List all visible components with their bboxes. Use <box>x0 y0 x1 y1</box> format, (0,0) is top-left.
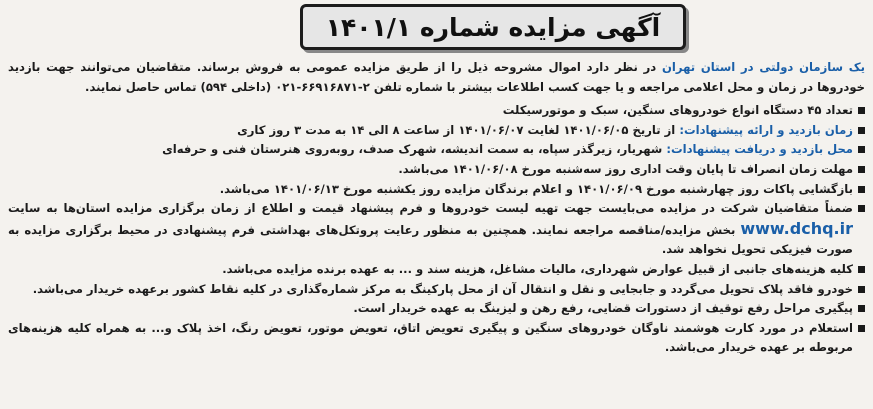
item-text: استعلام در مورد کارت هوشمند ناوگان خودروهای سنگین و پیگیری تعویض اتاق، تعویض موتور، تعویض رنگ، اخذ پلاک و... به همراه کلیه هزینه‌های مربوطه بر عهده خریدار می‌باشد. <box>8 320 853 355</box>
item-text: از تاریخ ۱۴۰۱/۰۶/۰۵ لغایت ۱۴۰۱/۰۶/۰۷ از ساعت ۸ الی ۱۴ به مدت ۳ روز کاری <box>237 122 676 137</box>
intro-text: در نظر دارد اموال مشروحه ذیل را از طریق مزایده عمومی به فروش برساند. متقاضیان می‌توانند جهت بازدید خودروها در زمان و محل اعلامی مراجعه و یا جهت کسب اطلاعات بیشتر با شماره تلفن ۲-۶۶۹۱۶۸۷۱-۰۲۱ (داخلی ۵۹۴) تماس حاصل نمایند. <box>8 60 865 94</box>
list-item <box>8 260 865 280</box>
list-item <box>8 319 865 358</box>
list-item <box>8 160 865 180</box>
website-link[interactable]: www.dchq.ir <box>740 218 853 238</box>
item-text: خودرو فاقد پلاک تحویل می‌گردد و جابجایی و نقل و انتقال آن از محل پارکینگ به مرکز شماره‌گذاری در کلیه نقاط کشور برعهده خریدار می‌باشد. <box>32 281 853 296</box>
item-text-continued: بخش مزایده/مناقصه مراجعه نمایند. همچنین به منظور رعایت پروتکل‌های بهداشتی فرم پیشنهادی در محیط برگزاری مزایده به صورت فیزیکی تحویل نخواهد شد. <box>8 222 853 257</box>
item-text: بازگشایی پاکات روز چهارشنبه مورخ ۱۴۰۱/۰۶/۰۹ و اعلام برندگان مزایده روز یکشنبه مورخ ۱۴۰۱/۰۶/۱۳ می‌باشد. <box>219 181 853 196</box>
list-item <box>8 180 865 200</box>
item-label: محل بازدید و دریافت پیشنهادات: <box>666 142 853 157</box>
item-text: کلیه هزینه‌های جانبی از قبیل عوارض شهرداری، مالیات مشاغل، هزینه سند و ... به عهده برنده مزایده می‌باشد. <box>222 261 853 276</box>
item-text: تعداد ۴۵ دستگاه انواع خودروهای سنگین، سبک و موتورسیکلت <box>502 103 853 118</box>
intro-paragraph <box>8 58 865 97</box>
item-text: مهلت زمان انصراف تا پایان وقت اداری روز سه‌شنبه مورخ ۱۴۰۱/۰۶/۰۸ می‌باشد. <box>398 161 853 176</box>
ad-title: آگهی مزایده شماره ۱۴۰۱/۱ <box>325 12 661 42</box>
list-item <box>8 121 865 141</box>
title-banner <box>300 4 686 50</box>
item-label: زمان بازدید و ارائه پیشنهادات: <box>679 122 853 137</box>
list-item <box>8 199 865 260</box>
list-item <box>8 299 865 319</box>
item-text: ضمناً متقاضیان شرکت در مزایده می‌بایست جهت تهیه لیست خودروها و فرم پیشنهاد قیمت و اطلاع از زمان برگزاری مزایده استان‌ها به سایت <box>8 201 853 216</box>
ad-body <box>8 58 865 407</box>
item-text: شهریار، زیرگذر سپاه، به سمت اندیشه، شهرک صدف، روبه‌روی هنرستان فنی و حرفه‌ای <box>162 142 663 157</box>
list-item <box>8 140 865 160</box>
list-item <box>8 101 865 121</box>
terms-list <box>8 101 865 358</box>
intro-highlight: یک سازمان دولتی در استان تهران <box>662 60 865 74</box>
list-item <box>8 280 865 300</box>
item-text: پیگیری مراحل رفع توقیف از دستورات قضایی، رفع رهن و لیزینگ به عهده خریدار است. <box>353 301 853 316</box>
